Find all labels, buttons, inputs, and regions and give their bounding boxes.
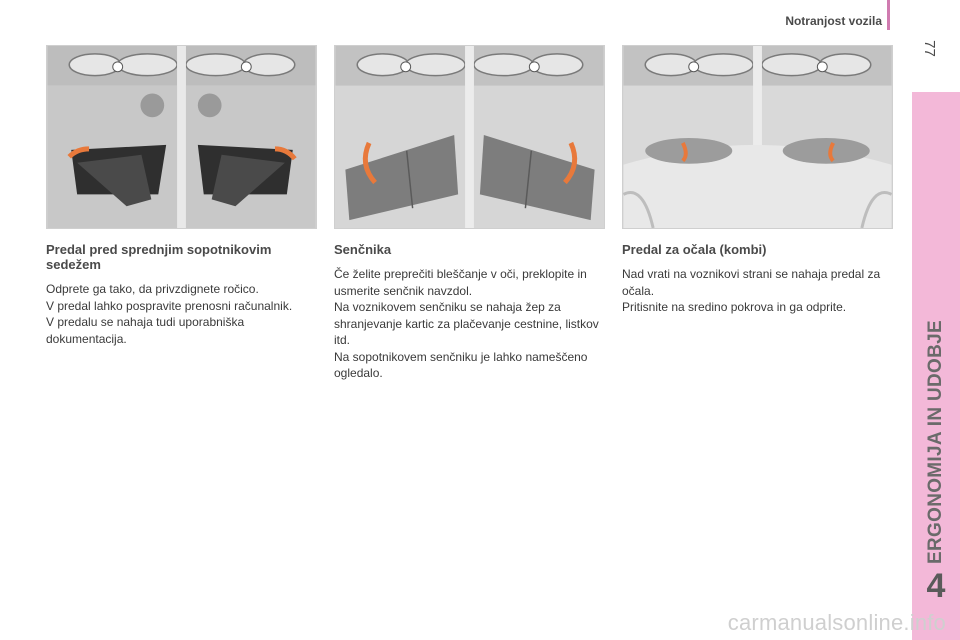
glovebox-image bbox=[47, 46, 316, 228]
sun-visor-illustration bbox=[334, 45, 605, 229]
glasses-holder-section bbox=[622, 242, 892, 316]
sun-visor-text-3: Na sopotnikovem senčniku je lahko nameščeno ogledalo. bbox=[334, 349, 588, 380]
glovebox-text-2: V predal lahko pospravite prenosni računalnik. bbox=[46, 298, 293, 313]
glovebox-section bbox=[46, 242, 316, 347]
glovebox-illustration bbox=[46, 45, 317, 229]
chapter-title-text: ERGONOMIJA IN UDOBJE bbox=[925, 320, 946, 564]
glasses-holder-text-2: Pritisnite na sredino pokrova in ga odprite. bbox=[622, 300, 847, 314]
glasses-holder-illustration bbox=[622, 45, 893, 229]
sun-visor-text-2: Na voznikovem senčniku se nahaja žep za shranjevanje kartic za plačevanje cestnine, listkov itd. bbox=[334, 300, 599, 347]
section-title: Notranjost vozila bbox=[785, 14, 882, 28]
glovebox-heading: Predal pred sprednjim sopotnikovim sedežem bbox=[46, 242, 272, 272]
page-number: 77 bbox=[921, 40, 939, 57]
sun-visor-text-1: Če želite preprečiti bleščanje v oči, preklopite in usmerite senčnik navzdol. bbox=[334, 267, 587, 298]
chapter-number: 4 bbox=[926, 567, 946, 605]
header-accent-bar bbox=[887, 0, 890, 30]
glovebox-text-3: V predalu se nahaja tudi uporabniška dokumentacija. bbox=[46, 315, 245, 346]
glasses-holder-heading: Predal za očala (kombi) bbox=[622, 242, 767, 257]
glasses-holder-text-1: Nad vrati na voznikovi strani se nahaja predal za očala. bbox=[622, 267, 881, 298]
sun-visor-heading: Senčnika bbox=[334, 242, 392, 257]
sun-visor-section bbox=[334, 242, 604, 382]
watermark: carmanualsonline.info bbox=[727, 610, 946, 635]
glasses-holder-image bbox=[623, 46, 892, 228]
glovebox-text-1: Odprete ga tako, da privzdignete ročico. bbox=[46, 282, 259, 296]
chapter-side-tab bbox=[912, 92, 960, 640]
sun-visor-image bbox=[335, 46, 604, 228]
